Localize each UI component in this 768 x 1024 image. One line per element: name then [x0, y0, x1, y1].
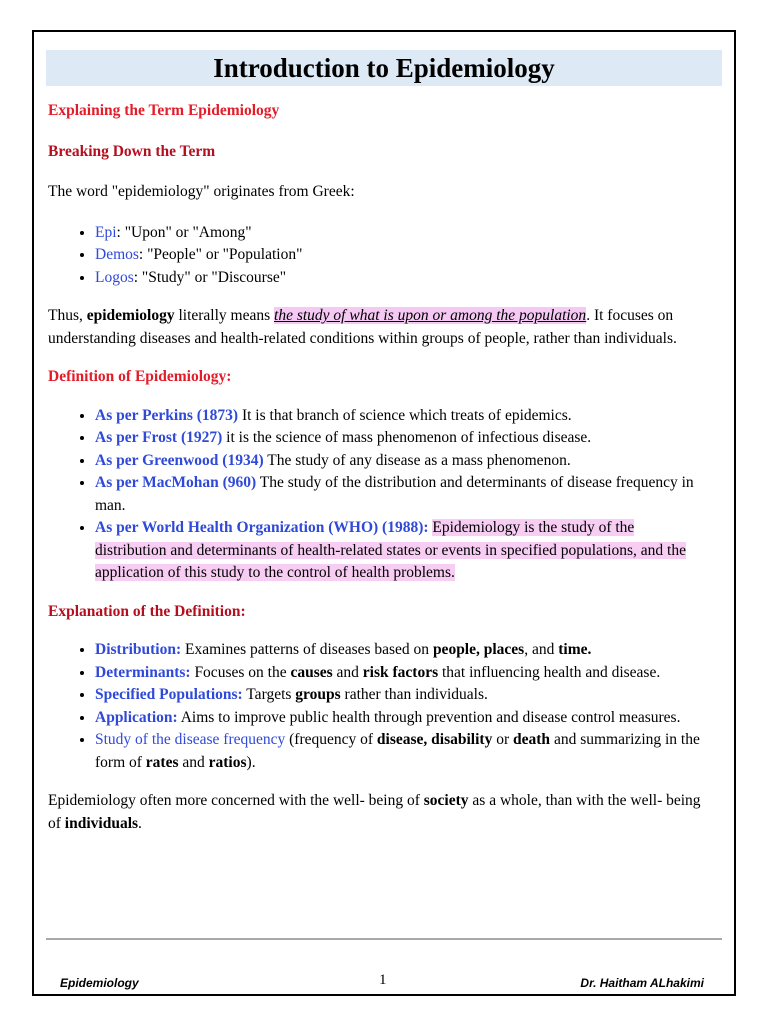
list-item — [95, 222, 708, 245]
root-term: Demos — [95, 246, 139, 263]
list-item: • Determinants: Focuses on the causes and risk factors that influencing health and disease. — [95, 662, 708, 685]
bold-term: epidemiology — [86, 307, 175, 324]
section-heading-definition: Definition of Epidemiology: — [48, 368, 232, 385]
list-item: • Study of the disease frequency (frequency of disease, disability or death and summarizing in the form of rates and ratios). — [95, 729, 708, 774]
explanation-label: Distribution: — [95, 641, 182, 658]
section-heading-explanation: Explanation of the Definition: — [48, 602, 246, 620]
page-title: Introduction to Epidemiology — [213, 52, 555, 83]
footer-divider — [46, 938, 722, 940]
root-meaning: : "Study" or "Discourse" — [133, 268, 287, 286]
list-item: • Application: Aims to improve public health through prevention and disease control measures. — [95, 707, 708, 730]
origin-intro: The word "epidemiology" originates from Greek: — [48, 183, 355, 200]
list-item — [95, 244, 708, 267]
summary-paragraph: Thus, epidemiology literally means the study of what is upon or among the population. It focuses on understanding diseases and health-related conditions within groups of people, rather than individuals. — [48, 307, 677, 347]
explanation-label: Study of the disease frequency — [95, 731, 286, 748]
explanation-label: Determinants: — [95, 663, 191, 681]
list-item — [95, 267, 708, 290]
root-term: Logos — [95, 268, 134, 286]
list-item: • As per MacMohan (960) The study of the distribution and determinants of disease frequency in man. — [95, 472, 708, 517]
root-meaning: : "People" or "Population" — [138, 246, 303, 263]
closing-paragraph: Epidemiology often more concerned with the well- being of society as a whole, than with the well- being of individuals. — [48, 792, 701, 832]
list-item: • Distribution: Examines patterns of diseases based on people, places, and time. — [95, 639, 708, 662]
list-item: • Specified Populations: Targets groups rather than individuals. — [95, 684, 708, 707]
definition-source: As per Greenwood (1934) — [95, 451, 264, 469]
list-item — [95, 517, 708, 585]
footer-author: Dr. Haitham ALhakimi — [580, 976, 704, 990]
title-bar — [46, 50, 722, 86]
list-item: • As per Perkins (1873) It is that branch of science which treats of epidemics. — [95, 405, 708, 428]
highlighted-meaning: the study of what is upon or among the population — [274, 307, 587, 324]
root-term: Epi — [95, 223, 117, 241]
subheading-breaking-down: Breaking Down the Term — [48, 142, 216, 160]
footer-course-name: Epidemiology — [60, 976, 139, 990]
definition-source: As per Frost (1927) — [95, 429, 223, 446]
explanation-list — [48, 639, 708, 774]
who-definition-highlight: Epidemiology is the study of the distribution and determinants of health-related states or events in specified populations, and the application of this study to the control of health problems. — [95, 519, 686, 581]
document-body — [48, 100, 708, 835]
list-item: • As per Frost (1927) it is the science of mass phenomenon of infectious disease. — [95, 427, 708, 450]
root-meaning: : "Upon" or "Among" — [116, 223, 252, 241]
definition-source: As per Perkins (1873) — [95, 406, 239, 424]
definitions-list — [48, 405, 708, 585]
greek-roots-list — [48, 222, 708, 290]
explanation-label: Specified Populations: — [95, 686, 243, 703]
list-item: • As per Greenwood (1934) The study of any disease as a mass phenomenon. — [95, 450, 708, 473]
page-number: 1 — [379, 972, 387, 988]
definition-source: As per World Health Organization (WHO) (1988): — [95, 519, 429, 536]
section-heading-explaining: Explaining the Term Epidemiology — [48, 102, 280, 119]
explanation-label: Application: — [95, 708, 178, 726]
definition-source: As per MacMohan (960) — [95, 474, 257, 491]
